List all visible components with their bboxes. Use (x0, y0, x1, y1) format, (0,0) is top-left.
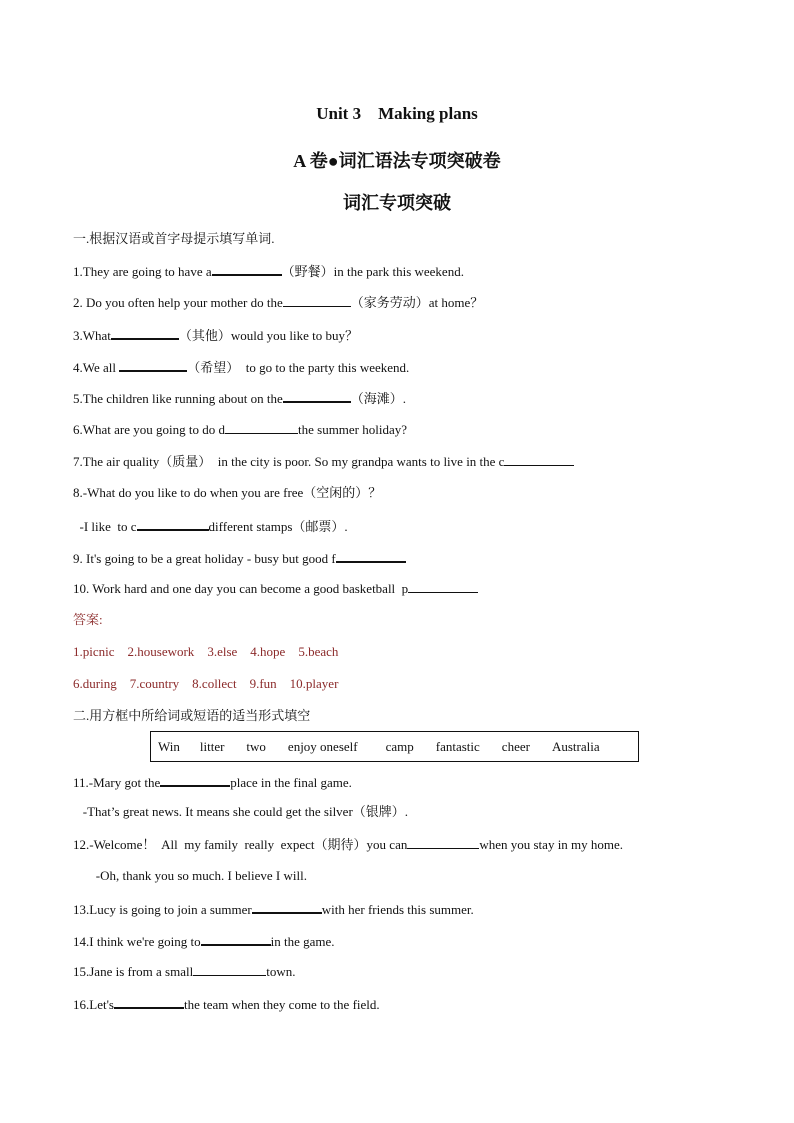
question-8-response (73, 516, 348, 536)
word-bank-item: enjoy oneself (287, 738, 358, 754)
question-text: 10. Work hard and one day you can become a good basketball p (73, 581, 409, 596)
word-bank-item: Australia (551, 738, 600, 754)
question-text: 9. It's going to be a great holiday - busy but good f (73, 551, 336, 566)
question-11-prompt (73, 772, 352, 792)
answers-row-1 (73, 643, 351, 661)
word-bank-item: Win (158, 738, 180, 754)
question-text: 11.-Mary got the (73, 775, 161, 790)
answer-blank[interactable] (119, 357, 187, 372)
answer-blank[interactable] (283, 293, 351, 307)
question-text: different stamps（邮票）. (208, 519, 348, 534)
word-bank-box (150, 731, 639, 762)
question-13 (73, 899, 474, 919)
answer-blank[interactable] (225, 420, 298, 434)
question-11-response: -That’s great news. It means she could get the silver（银牌）. (73, 804, 409, 819)
word-bank-item: two (246, 738, 266, 754)
answer-blank[interactable] (283, 388, 351, 403)
word-bank-item: camp (385, 738, 414, 754)
answer-item: 4.hope (250, 644, 286, 659)
answers-label: 答案: (73, 612, 103, 627)
question-1 (73, 261, 464, 281)
answer-blank[interactable] (193, 962, 266, 976)
answer-item: 7.country (129, 676, 180, 691)
question-text: 7.The air quality（质量） in the city is poor. So my grandpa wants to live in the c (73, 454, 505, 469)
word-bank-item: cheer (501, 738, 530, 754)
question-14 (73, 931, 335, 951)
answer-blank[interactable] (504, 452, 574, 466)
answer-blank[interactable] (137, 516, 209, 531)
answer-blank[interactable] (407, 835, 479, 849)
answer-blank[interactable] (201, 931, 271, 946)
answer-item: 10.player (289, 676, 339, 691)
question-text: （其他）would you like to buy？ (178, 328, 359, 343)
answer-blank[interactable] (160, 772, 230, 787)
answer-blank[interactable] (212, 261, 282, 276)
answer-item: 5.beach (298, 644, 339, 659)
question-text: 2. Do you often help your mother do the (73, 295, 283, 310)
word-bank-item: fantastic (435, 738, 480, 754)
answer-item: 2.housework (127, 644, 195, 659)
question-16 (73, 994, 380, 1014)
question-text: when you stay in my home. (479, 837, 624, 852)
question-text: 15.Jane is from a small (73, 964, 194, 979)
question-text: 4.We all (73, 360, 120, 375)
question-text: 5.The children like running about on the (73, 391, 283, 406)
word-bank-item: litter (199, 738, 225, 754)
unit-title: Unit 3 Making plans (316, 104, 478, 123)
answer-blank[interactable] (408, 579, 478, 593)
answers-row-2 (73, 675, 351, 693)
volume-title: A 卷●词汇语法专项突破卷 (293, 151, 501, 171)
question-15 (73, 962, 295, 981)
question-text: town. (266, 964, 296, 979)
question-text: （野餐）in the park this weekend. (281, 264, 464, 279)
answer-blank[interactable] (114, 994, 184, 1009)
question-text: 3.What (73, 328, 111, 343)
question-12-response: -Oh, thank you so much. I believe I will. (73, 868, 307, 883)
question-7 (73, 452, 574, 471)
answer-item: 1.picnic (73, 644, 115, 659)
answer-blank[interactable] (252, 899, 322, 914)
question-10 (73, 579, 478, 598)
question-text: 1.They are going to have a (73, 264, 212, 279)
question-12-prompt (73, 835, 623, 854)
question-text: 12.-Welcome！ All my family really expect（期待）you can (73, 837, 408, 852)
question-text: the team when they come to the field. (183, 997, 380, 1012)
question-9 (73, 548, 406, 568)
question-2 (73, 293, 483, 312)
question-text: in the game. (270, 934, 335, 949)
question-text: （希望） to go to the party this weekend. (187, 360, 410, 375)
question-text: 13.Lucy is going to join a summer (73, 902, 252, 917)
question-6 (73, 420, 407, 439)
question-5 (73, 388, 406, 408)
question-text: place in the final game. (230, 775, 352, 790)
answer-blank[interactable] (111, 325, 179, 340)
answer-item: 3.else (207, 644, 238, 659)
answer-item: 9.fun (249, 676, 277, 691)
section-title: 词汇专项突破 (343, 193, 451, 213)
question-text: （家务劳动）at home？ (350, 295, 484, 310)
part2-instruction: 二.用方框中所给词或短语的适当形式填空 (73, 708, 311, 723)
question-text: with her friends this summer. (321, 902, 474, 917)
question-text: -I like to c (73, 519, 137, 534)
answer-item: 6.during (73, 676, 117, 691)
question-4 (73, 357, 409, 377)
answer-blank[interactable] (336, 548, 406, 563)
question-text: （海滩）. (350, 391, 407, 406)
answer-item: 8.collect (192, 676, 237, 691)
question-text: 14.I think we're going to (73, 934, 201, 949)
question-text: the summer holiday? (298, 422, 408, 437)
question-text: 16.Let's (73, 997, 114, 1012)
question-8-prompt: 8.-What do you like to do when you are free（空闲的）？ (73, 485, 382, 500)
part1-instruction: 一.根据汉语或首字母提示填写单词. (73, 231, 275, 246)
question-3 (73, 325, 358, 345)
question-text: 6.What are you going to do d (73, 422, 225, 437)
